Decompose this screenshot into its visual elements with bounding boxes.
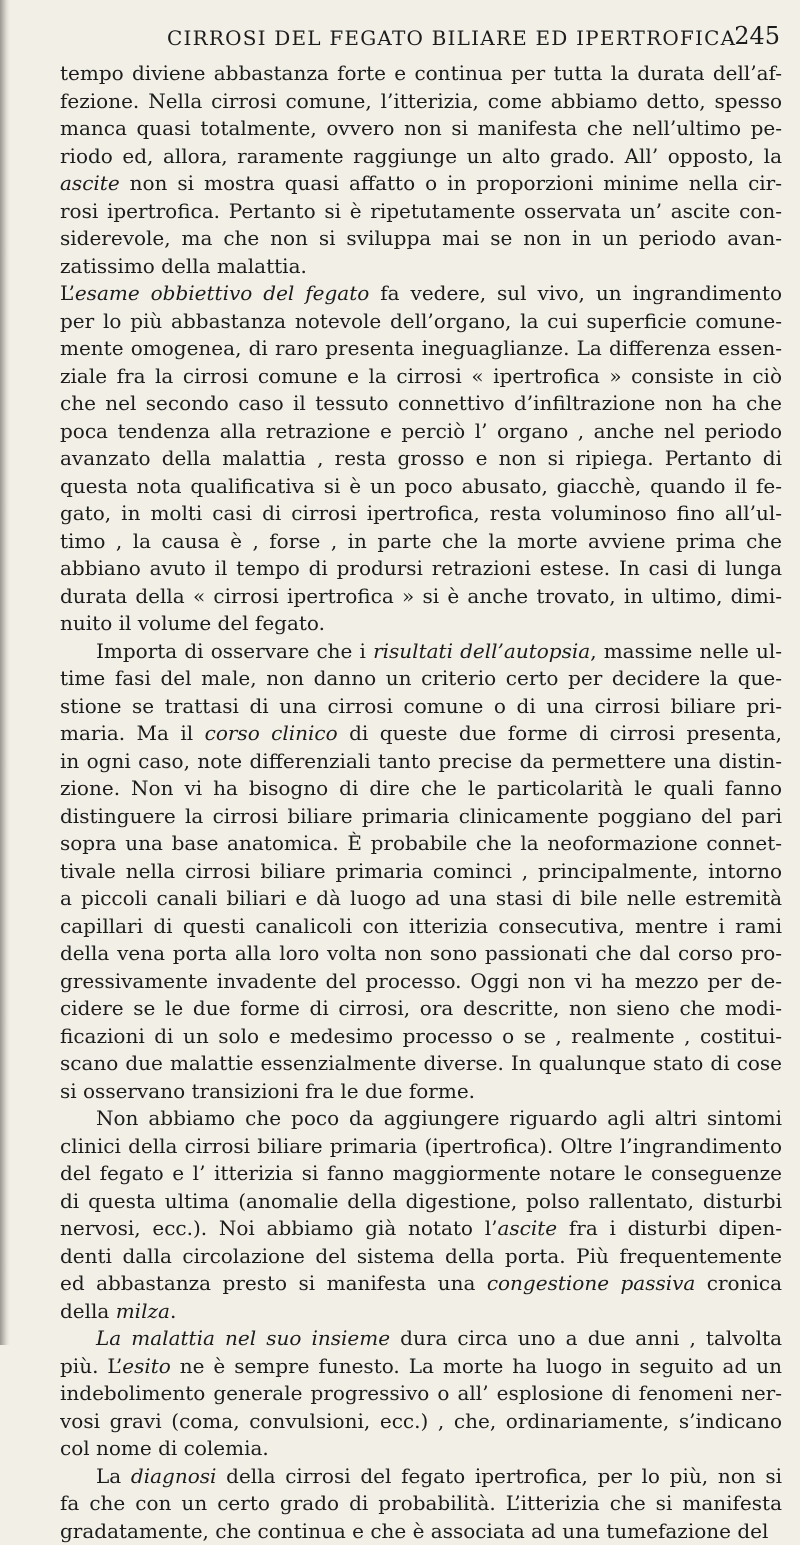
text-line — [60, 473, 782, 501]
text-line — [60, 1215, 782, 1243]
text-line — [60, 308, 782, 336]
text-run: tivale nella cirrosi biliare primaria cominci , principalmente, intorno — [60, 859, 782, 883]
italic-run: esame obbiettivo del fegato — [75, 281, 369, 305]
page-binding-edge — [0, 0, 10, 1345]
text-run: di questa ultima (anomalie della digestione, polso rallentato, disturbi — [60, 1189, 782, 1213]
text-run: della vena porta alla loro volta non sono passionati che dal corso pro- — [60, 941, 782, 965]
text-run: time fasi del male, non danno un criterio certo per decidere la que- — [60, 666, 782, 690]
italic-run: ascite — [497, 1216, 557, 1240]
italic-run: milza — [116, 1299, 170, 1323]
text-run: cidere se le due forme di cirrosi, ora descritte, non sieno che modi- — [60, 996, 782, 1020]
italic-run: ascite — [60, 171, 120, 195]
text-run: fa che con un certo grado di probabilità. L’itterizia che si manifesta — [60, 1491, 782, 1515]
text-run: fezione. Nella cirrosi comune, l’itterizia, come abbiamo detto, spesso — [60, 89, 782, 113]
text-run: stione se trattasi di una cirrosi comune o di una cirrosi biliare pri- — [60, 694, 782, 718]
text-line — [60, 1298, 782, 1326]
running-title: CIRROSI DEL FEGATO BILIARE ED IPERTROFICA — [167, 26, 736, 50]
text-line — [60, 583, 782, 611]
body-text — [60, 60, 782, 1545]
text-line — [60, 803, 782, 831]
text-run: rosi ipertrofica. Pertanto si è ripetutamente osservata un’ ascite con- — [60, 199, 782, 223]
text-run: siderevole, ma che non si sviluppa mai se non in un periodo avan- — [60, 226, 782, 250]
text-line — [60, 1078, 782, 1106]
text-line — [60, 60, 782, 88]
text-line — [60, 500, 782, 528]
text-line — [60, 1188, 782, 1216]
text-line — [60, 1380, 782, 1408]
italic-run: La malattia nel suo insieme — [96, 1326, 390, 1350]
text-run: scano due malattie essenzialmente diverse. In qualunque stato di cose — [60, 1051, 782, 1075]
text-run: durata della « cirrosi ipertrofica » si è anche trovato, in ultimo, dimi- — [60, 584, 782, 608]
text-run: tempo diviene abbastanza forte e continua per tutta la durata dell’af- — [60, 61, 782, 85]
text-run: La — [96, 1464, 131, 1488]
text-run: indebolimento generale progressivo o all’ esplosione di fenomeni ner- — [60, 1381, 782, 1405]
text-line — [60, 748, 782, 776]
text-line — [60, 830, 782, 858]
text-run: non si mostra quasi affatto o in proporzioni minime nella cir- — [120, 171, 782, 195]
text-line — [60, 1325, 782, 1353]
text-line — [60, 363, 782, 391]
text-line — [60, 335, 782, 363]
text-run: gato, in molti casi di cirrosi ipertrofica, resta voluminoso fino all’ul- — [60, 501, 782, 525]
text-line — [60, 720, 782, 748]
text-run: della cirrosi del fegato ipertrofica, per lo più, non si — [216, 1464, 782, 1488]
text-run: poca tendenza alla retrazione e perciò l’ organo , anche nel periodo — [60, 419, 782, 443]
text-line — [60, 1160, 782, 1188]
text-line — [60, 1435, 782, 1463]
italic-run: congestione passiva — [487, 1271, 696, 1295]
text-run: a piccoli canali biliari e dà luogo ad una stasi di bile nelle estremità — [60, 886, 782, 910]
text-line — [60, 858, 782, 886]
italic-run: diagnosi — [131, 1464, 217, 1488]
text-line — [60, 555, 782, 583]
text-line — [60, 913, 782, 941]
text-run: nuito il volume del fegato. — [60, 611, 325, 635]
text-line — [60, 280, 782, 308]
text-line — [60, 1105, 782, 1133]
text-run: abbiano avuto il tempo di prodursi retrazioni estese. In casi di lunga — [60, 556, 782, 580]
text-run: avanzato della malattia , resta grosso e non si ripiega. Pertanto di — [60, 446, 782, 470]
text-line — [60, 88, 782, 116]
text-line — [60, 693, 782, 721]
text-line — [60, 1518, 782, 1545]
italic-run: risultati dell’autopsia — [373, 639, 590, 663]
paragraph — [60, 1463, 782, 1545]
text-run: distinguere la cirrosi biliare primaria clinicamente poggiano del pari — [60, 804, 782, 828]
text-line — [60, 995, 782, 1023]
text-line — [60, 940, 782, 968]
text-line — [60, 170, 782, 198]
text-line — [60, 1463, 782, 1491]
text-run: ziale fra la cirrosi comune e la cirrosi « ipertrofica » consiste in ciò — [60, 364, 782, 388]
text-run: maria. Ma il — [60, 721, 205, 745]
text-line — [60, 1023, 782, 1051]
text-line — [60, 1408, 782, 1436]
text-line — [60, 885, 782, 913]
text-line — [60, 528, 782, 556]
text-run: del fegato e l’ itterizia si fanno maggiormente notare le conseguenze — [60, 1161, 782, 1185]
text-line — [60, 1243, 782, 1271]
text-run: Non abbiamo che poco da aggiungere riguardo agli altri sintomi — [96, 1106, 782, 1130]
text-run: gradatamente, che continua e che è associata ad una tumefazione del — [60, 1519, 768, 1543]
text-run: fa vedere, sul vivo, un ingrandimento — [369, 281, 782, 305]
text-line — [60, 665, 782, 693]
text-run: riodo ed, allora, raramente raggiunge un alto grado. All’ opposto, la — [60, 144, 782, 168]
text-line — [60, 638, 782, 666]
text-line — [60, 225, 782, 253]
text-line — [60, 968, 782, 996]
text-run: questa nota qualificativa si è un poco abusato, giacchè, quando il fe- — [60, 474, 782, 498]
text-line — [60, 143, 782, 171]
paragraph — [60, 280, 782, 638]
paragraph — [60, 60, 782, 280]
text-run: timo , la causa è , forse , in parte che la morte avviene prima che — [60, 529, 782, 553]
text-run: clinici della cirrosi biliare primaria (ipertrofica). Oltre l’ingrandimento — [60, 1134, 782, 1158]
page-header — [60, 18, 780, 54]
text-line — [60, 253, 782, 281]
text-line — [60, 418, 782, 446]
text-run: Importa di osservare che i — [96, 639, 373, 663]
text-run: sopra una base anatomica. È probabile che la neoformazione connet- — [60, 831, 782, 855]
text-run: cronica — [695, 1271, 782, 1295]
text-run: ed abbastanza presto si manifesta una — [60, 1271, 487, 1295]
text-run: gressivamente invadente del processo. Oggi non vi ha mezzo per de- — [60, 969, 782, 993]
text-run: più. L’ — [60, 1354, 122, 1378]
text-run: col nome di colemia. — [60, 1436, 269, 1460]
text-run: zione. Non vi ha bisogno di dire che le particolarità le quali fanno — [60, 776, 782, 800]
italic-run: corso clinico — [205, 721, 338, 745]
paragraph — [60, 1325, 782, 1463]
paragraph — [60, 638, 782, 1106]
text-run: nervosi, ecc.). Noi abbiamo già notato l’ — [60, 1216, 497, 1240]
text-line — [60, 1133, 782, 1161]
text-line — [60, 390, 782, 418]
text-line — [60, 775, 782, 803]
text-run: L’ — [60, 281, 75, 305]
text-line — [60, 1050, 782, 1078]
text-run: ne è sempre funesto. La morte ha luogo in seguito ad un — [171, 1354, 782, 1378]
text-run: della — [60, 1299, 116, 1323]
text-run: manca quasi totalmente, ovvero non si manifesta che nell’ultimo pe- — [60, 116, 782, 140]
text-run: zatissimo della malattia. — [60, 254, 307, 278]
text-line — [60, 1353, 782, 1381]
text-run: si osservano transizioni fra le due forme. — [60, 1079, 475, 1103]
text-run: per lo più abbastanza notevole dell’organo, la cui superficie comune- — [60, 309, 782, 333]
text-run: di queste due forme di cirrosi presenta, — [338, 721, 782, 745]
text-run: denti dalla circolazione del sistema della porta. Più frequentemente — [60, 1244, 782, 1268]
text-run: in ogni caso, note differenziali tanto precise da permettere una distin- — [60, 749, 782, 773]
text-line — [60, 1490, 782, 1518]
text-run: ficazioni di un solo e medesimo processo o se , realmente , costitui- — [60, 1024, 782, 1048]
italic-run: esito — [122, 1354, 171, 1378]
paragraph — [60, 1105, 782, 1325]
text-line — [60, 1270, 782, 1298]
text-run: capillari di questi canalicoli con itterizia consecutiva, mentre i rami — [60, 914, 782, 938]
text-run: vosi gravi (coma, convulsioni, ecc.) , che, ordinariamente, s’indicano — [60, 1409, 782, 1433]
text-line — [60, 115, 782, 143]
text-run: dura circa uno a due anni , talvolta — [390, 1326, 782, 1350]
text-run: che nel secondo caso il tessuto connettivo d’infiltrazione non ha che — [60, 391, 782, 415]
text-line — [60, 198, 782, 226]
text-run: mente omogenea, di raro presenta ineguaglianze. La differenza essen- — [60, 336, 782, 360]
text-run: fra i disturbi dipen- — [557, 1216, 782, 1240]
page-number: 245 — [734, 22, 780, 50]
text-line — [60, 610, 782, 638]
text-line — [60, 445, 782, 473]
text-run: . — [170, 1299, 176, 1323]
text-run: , massime nelle ul- — [590, 639, 782, 663]
